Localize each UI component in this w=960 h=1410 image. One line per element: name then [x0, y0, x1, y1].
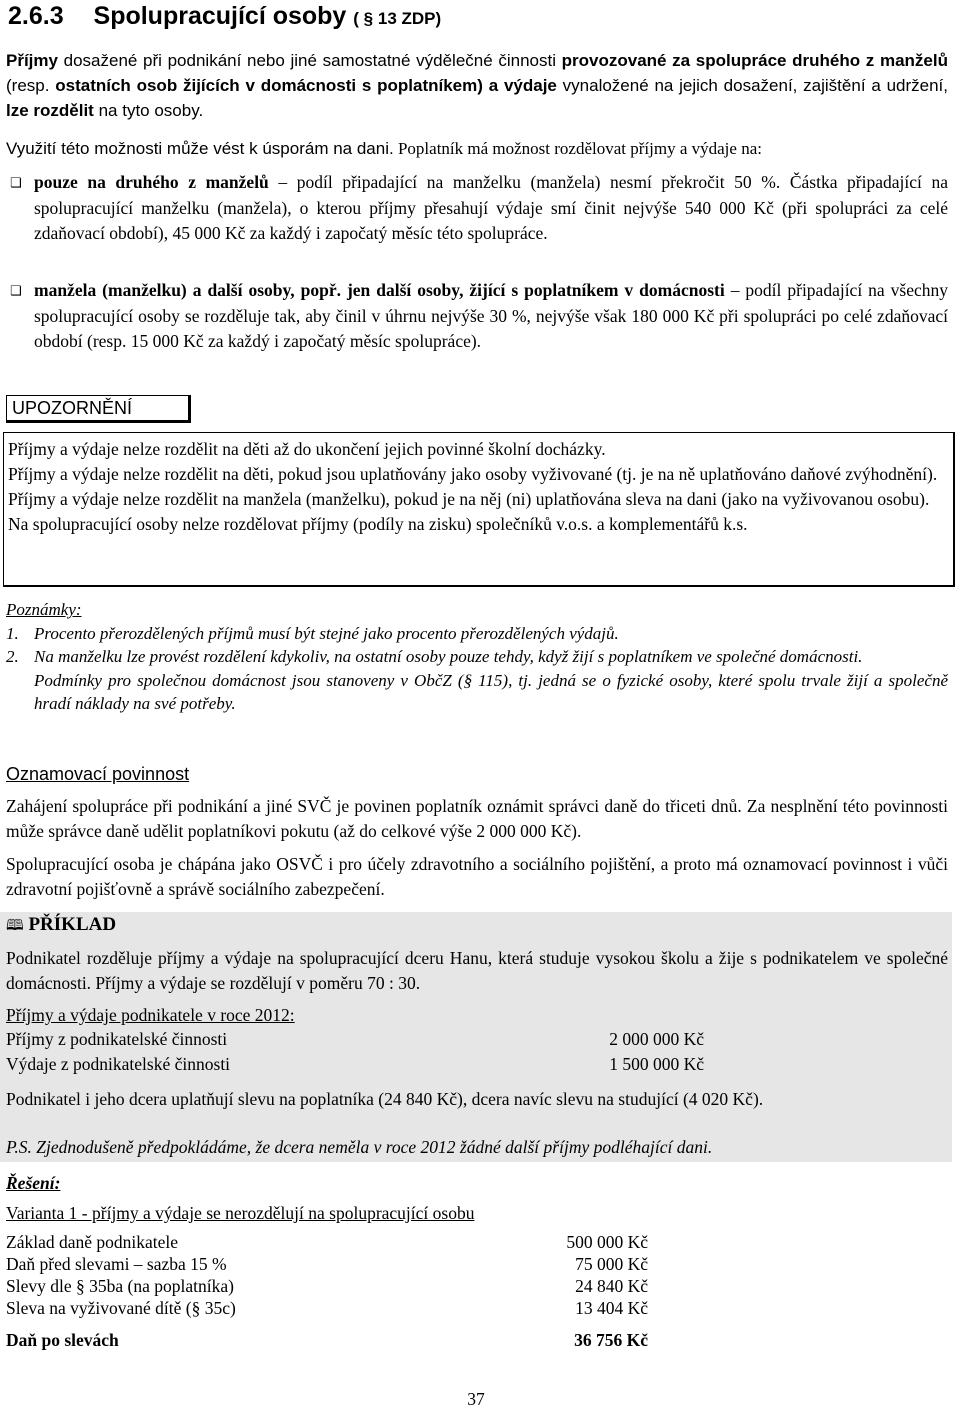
note-extra: Podmínky pro společnou domácnost jsou stanoveny v ObčZ (§ 115), tj. jedná se o fyzické osoby, které spolu trvale žijí a společně hradí náklady na své potřeby.	[34, 670, 948, 713]
example-ps: P.S. Zjednodušeně předpokládáme, že dcera neměla v roce 2012 žádné další příjmy podléhající dani.	[6, 1137, 713, 1157]
solution-variant: Varianta 1 - příjmy a výdaje se nerozdělují na spolupracující osobu	[6, 1203, 475, 1223]
notification-p1: Zahájení spolupráce při podnikání a jiné SVČ je povinen poplatník oznámit správci daně do třiceti dnů. Za nesplnění této povinnosti může správce daně udělit poplatníkovi pokutu (až do celkové výše 2 000 000 Kč).	[6, 796, 948, 841]
note-number: 2.	[6, 647, 19, 666]
bullet-text: – podíl připadající na manželku (manžela) nesmí překročit 50 %. Částka připadající na spolupracující manželku (manžela), o kterou příjmy přesahují výdaje smí činit nejvýše 540 000 Kč (při spolupráci za celé zdaňovací období), 45 000 Kč za každý i započatý měsíc této spolupráce.	[34, 172, 949, 243]
intro-text-part: dosažené při podnikání nebo jiné samostatné výdělečné činnosti	[57, 51, 562, 70]
solution-row: Základ daně podnikatele	[6, 1232, 179, 1252]
intro-bold-part: ostatních osob žijících v domácnosti s poplatníkem) a výdaje	[55, 76, 557, 95]
warning-line: Příjmy a výdaje nelze rozdělit na manžela (manželku), pokud je na něj (ni) uplatňována sleva na dani (jako na vyživovanou osobu).	[8, 489, 930, 509]
example-row	[6, 1054, 230, 1075]
intro-text-part: (resp.	[6, 76, 56, 95]
bullet-bold: manžela (manželku) a další osoby, popř. jen další osoby, žijící s poplatníkem v domácnosti	[34, 280, 725, 300]
intro-bold-part: lze rozdělit	[6, 101, 94, 120]
note-text: Na manželku lze provést rozdělení kdykoliv, na ostatní osoby pouze tehdy, když žijí s poplatníkem ve společné domácnosti.	[34, 647, 863, 666]
solution-row: Slevy dle § 35ba (na poplatníka)	[6, 1276, 234, 1296]
example-p2: Podnikatel i jeho dcera uplatňují slevu na poplatníka (24 840 Kč), dcera navíc slevu na studující (4 020 Kč).	[6, 1089, 764, 1109]
row-value: 1 500 000 Kč	[609, 1054, 704, 1074]
warning-line: Příjmy a výdaje nelze rozdělit na děti až do ukončení jejich povinné školní docházky.	[8, 439, 606, 459]
solution-value: 24 840 Kč	[575, 1276, 648, 1296]
options-text: Poplatník má možnost rozdělovat příjmy a výdaje na:	[393, 139, 762, 158]
section-heading	[8, 2, 441, 31]
row-value: 2 000 000 Kč	[609, 1029, 704, 1049]
solution-total-value: 36 756 Kč	[574, 1330, 648, 1350]
solution-value: 13 404 Kč	[575, 1298, 648, 1318]
intro-bold-part: provozované za spolupráce druhého z manželů	[561, 51, 948, 70]
intro-paragraph	[6, 48, 948, 123]
notification-title: Oznamovací povinnost	[6, 764, 190, 784]
solution-value: 500 000 Kč	[566, 1232, 648, 1252]
solution-row: Sleva na vyživované dítě (§ 35c)	[6, 1298, 236, 1318]
warning-line: Na spolupracující osoby nelze rozdělovat příjmy (podíly na zisku) společníků v.o.s. a komplementářů k.s.	[8, 514, 748, 534]
warning-line: Příjmy a výdaje nelze rozdělit na děti, pokud jsou uplatňovány jako osoby vyživované (tj. je na ně uplatňováno daňové zvýhodnění).	[8, 464, 938, 484]
intro-savings	[6, 139, 948, 159]
solution-value: 75 000 Kč	[575, 1254, 648, 1274]
example-row	[6, 1029, 227, 1050]
bullet-text: – podíl připadající na všechny spolupracující osoby se rozděluje tak, aby činil v úhrnu nejvýše 30 %, nejvýše však 180 000 Kč při spolupráci po celé zdaňovací období (resp. 15 000 Kč za každý i započatý měsíc spolupráce).	[34, 280, 948, 351]
intro-bold-part: Příjmy	[6, 51, 58, 70]
section-title: Spolupracující osoby	[93, 2, 347, 30]
section-law-ref: ( § 13 ZDP)	[353, 9, 442, 28]
bullet-item-spouse	[34, 170, 948, 247]
bullet-bold: pouze na druhého z manželů	[34, 172, 269, 192]
warning-label: UPOZORNĚNÍ	[6, 395, 191, 423]
bullet-item-others	[34, 278, 948, 355]
savings-text: Využití této možnosti může vést k úsporám na dani.	[6, 139, 394, 158]
section-number: 2.6.3	[8, 2, 64, 30]
example-heading	[6, 914, 116, 940]
example-p1: Podnikatel rozděluje příjmy a výdaje na spolupracující dceru Hanu, která studuje vysokou školu a žije s podnikatelem ve společné domácnosti. Příjmy a výdaje se rozdělují v poměru 70 : 30.	[6, 948, 948, 993]
example-title: PŘÍKLAD	[28, 914, 117, 935]
solution-row: Daň před slevami – sazba 15 %	[6, 1254, 227, 1274]
notes-section	[6, 598, 948, 716]
note-text: Procento přerozdělených příjmů musí být stejné jako procento přerozdělených výdajů.	[34, 623, 619, 643]
solution-title: Řešení:	[6, 1173, 61, 1193]
solution-total-label: Daň po slevách	[6, 1330, 119, 1350]
note-number: 1.	[6, 623, 19, 643]
page-number: 37	[467, 1389, 485, 1409]
checkbox-bullet-icon: ❑	[10, 284, 22, 299]
notification-p2: Spolupracující osoba je chápána jako OSVČ i pro účely zdravotního a sociálního pojištění, a proto má oznamovací povinnost i vůči zdravotní pojišťovně a správě sociálního zabezpečení.	[6, 854, 948, 899]
notes-title: Poznámky:	[6, 600, 82, 619]
book-icon: 🕮	[6, 916, 24, 934]
example-table-title: Příjmy a výdaje podnikatele v roce 2012:	[6, 1005, 295, 1025]
warning-box	[3, 432, 955, 587]
intro-text-part: vynaložené na jejich dosažení, zajištění a udržení,	[556, 76, 948, 95]
intro-text-part: na tyto osoby.	[93, 101, 204, 120]
row-label: Příjmy z podnikatelské činnosti	[6, 1029, 228, 1049]
checkbox-bullet-icon: ❑	[10, 176, 22, 191]
row-label: Výdaje z podnikatelské činnosti	[6, 1054, 231, 1074]
